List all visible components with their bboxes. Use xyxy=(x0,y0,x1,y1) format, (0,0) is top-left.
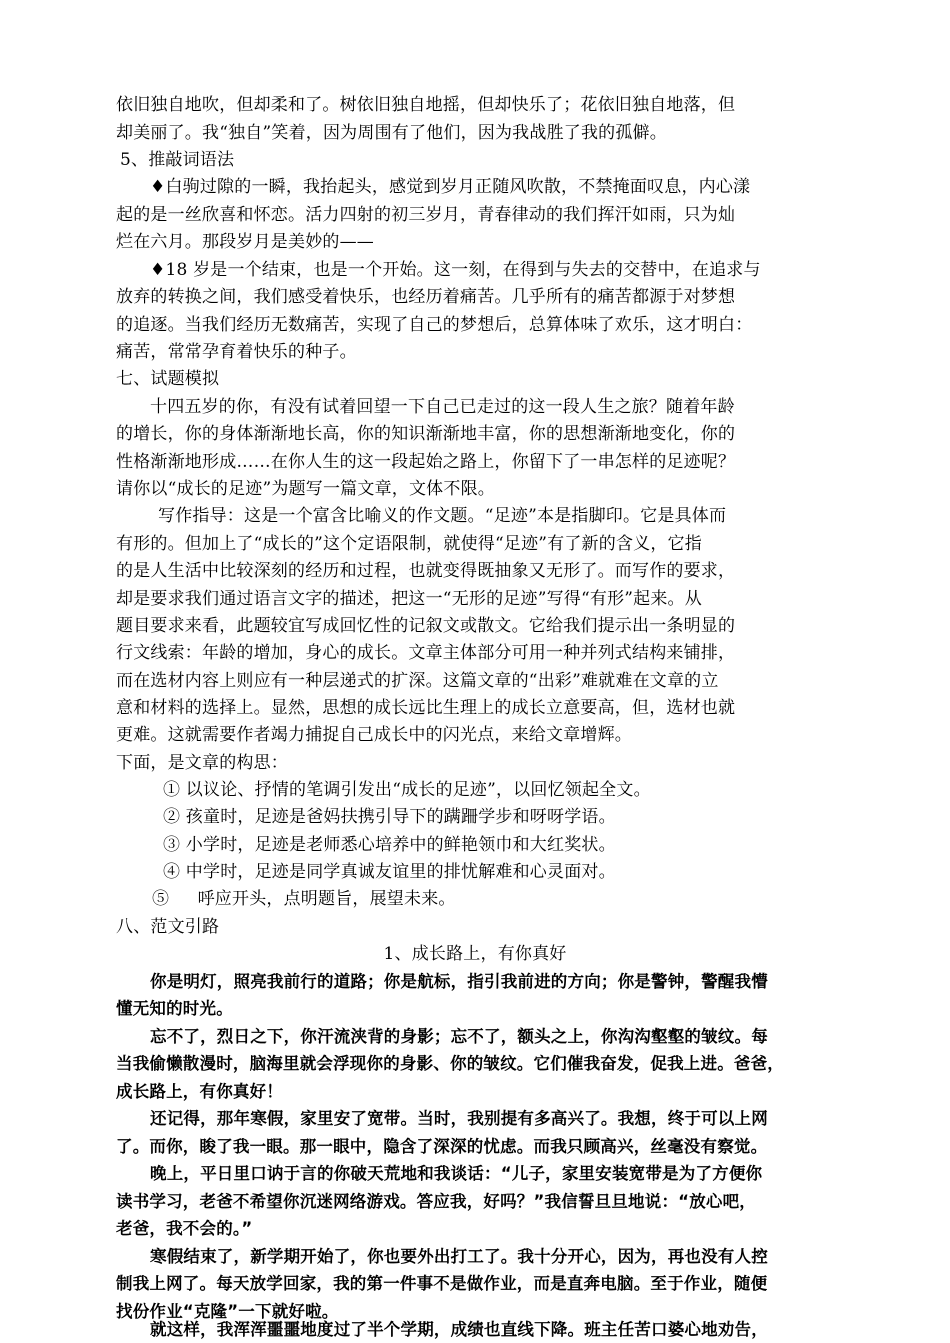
guidance-line: 的是人生活中比较深刻的经历和过程，也就变得既抽象又无形了。而写作的要求， xyxy=(116,561,736,581)
essay-line: 懂无知的时光。 xyxy=(116,999,233,1018)
outline-intro: 下面，是文章的构思： xyxy=(116,753,288,773)
essay-line: 成长路上，有你真好！ xyxy=(116,1082,283,1101)
example-paragraph-line: ♦18 岁是一个结束，也是一个开始。这一刻，在得到与失去的交替中，在追求与 xyxy=(150,260,761,280)
essay-line: 忘不了，烈日之下，你汗流浃背的身影；忘不了，额头之上，你沟沟壑壑的皱纹。每 xyxy=(150,1027,768,1046)
outline-item: ③ 小学时，足迹是老师悉心培养中的鲜艳领巾和大红奖状。 xyxy=(163,835,616,855)
essay-line: 晚上，平日里口讷于言的你破天荒地和我谈话：“儿子，家里安装宽带是为了方便你 xyxy=(150,1164,763,1183)
prompt-line: 的增长，你的身体渐渐地长高，你的知识渐渐地丰富，你的思想渐渐地变化，你的 xyxy=(116,424,736,444)
example-paragraph-line: 烂在六月。那段岁月是美妙的—— xyxy=(116,232,374,252)
essay-line: 寒假结束了，新学期开始了，你也要外出打工了。我十分开心，因为，再也没有人控 xyxy=(150,1247,768,1266)
guidance-line: 更难。这就需要作者竭力捕捉自己成长中的闪光点，来给文章增辉。 xyxy=(116,725,632,745)
section-heading: 八、范文引路 xyxy=(116,917,220,937)
paragraph-line: 依旧独自地吹，但却柔和了。树依旧独自地摇，但却快乐了；花依旧独自地落，但 xyxy=(116,95,736,115)
essay-line: 老爸，我不会的。” xyxy=(116,1219,253,1238)
prompt-line: 十四五岁的你，有没有试着回望一下自己已走过的这一段人生之旅？随着年龄 xyxy=(150,397,735,417)
essay-line: 了。而你，睃了我一眼。那一眼中，隐含了深深的忧虑。而我只顾高兴，丝毫没有察觉。 xyxy=(116,1137,768,1156)
guidance-line: 意和材料的选择上。显然，思想的成长远比生理上的成长立意要高，但，选材也就 xyxy=(116,698,736,718)
prompt-line: 请你以“成长的足迹”为题写一篇文章，文体不限。 xyxy=(116,479,495,499)
essay-line: 制我上网了。每天放学回家，我的第一件事不是做作业，而是直奔电脑。至于作业，随便 xyxy=(116,1274,768,1293)
guidance-line: 写作指导：这是一个富含比喻义的作文题。“足迹”本是指脚印。它是具体而 xyxy=(158,506,727,526)
essay-line: 找份作业“克隆”一下就好啦。 xyxy=(116,1302,339,1321)
section-heading: 5、推敲词语法 xyxy=(120,150,235,170)
essay-line: 还记得，那年寒假，家里安了宽带。当时，我别提有多高兴了。我想，终于可以上网 xyxy=(150,1109,768,1128)
outline-item: ② 孩童时，足迹是爸妈扶携引导下的蹒跚学步和呀呀学语。 xyxy=(163,807,616,827)
essay-line: 你是明灯，照亮我前行的道路；你是航标，指引我前进的方向；你是警钟，警醒我懵 xyxy=(150,972,768,991)
example-paragraph-line: ♦白驹过隙的一瞬，我抬起头，感觉到岁月正随风吹散，不禁掩面叹息，内心漾 xyxy=(150,177,751,197)
example-paragraph-line: 的追逐。当我们经历无数痛苦，实现了自己的梦想后，总算体味了欢乐，这才明白： xyxy=(116,315,753,335)
guidance-line: 题目要求来看，此题较宜写成回忆性的记叙文或散文。它给我们提示出一条明显的 xyxy=(116,616,736,636)
essay-line: 就这样，我浑浑噩噩地度过了半个学期，成绩也直线下降。班主任苦口婆心地劝告， xyxy=(150,1320,768,1339)
section-heading: 七、试题模拟 xyxy=(116,369,220,389)
outline-item: ① 以议论、抒情的笔调引发出“成长的足迹”，以回忆领起全文。 xyxy=(163,780,651,800)
essay-title: 1、成长路上，有你真好 xyxy=(383,944,567,964)
example-paragraph-line: 痛苦，常常孕育着快乐的种子。 xyxy=(116,342,357,362)
guidance-line: 有形的。但加上了“成长的”这个定语限制，就使得“足迹”有了新的含义，它指 xyxy=(116,534,702,554)
paragraph-line: 却美丽了。我“独自”笑着，因为周围有了他们，因为我战胜了我的孤僻。 xyxy=(116,123,667,143)
guidance-line: 而在选材内容上则应有一种层递式的扩深。这篇文章的“出彩”难就难在文章的立 xyxy=(116,671,719,691)
outline-item: ④ 中学时，足迹是同学真诚友谊里的排忧解难和心灵面对。 xyxy=(163,862,616,882)
prompt-line: 性格渐渐地形成……在你人生的这一段起始之路上，你留下了一串怎样的足迹呢？ xyxy=(116,452,736,472)
example-paragraph-line: 起的是一丝欣喜和怀恋。活力四射的初三岁月，青春律动的我们挥汗如雨，只为灿 xyxy=(116,205,736,225)
guidance-line: 行文线索：年龄的增加，身心的成长。文章主体部分可用一种并列式结构来铺排， xyxy=(116,643,736,663)
example-paragraph-line: 放弃的转换之间，我们感受着快乐，也经历着痛苦。几乎所有的痛苦都源于对梦想 xyxy=(116,287,736,307)
guidance-line: 却是要求我们通过语言文字的描述，把这一“无形的足迹”写得“有形”起来。从 xyxy=(116,589,702,609)
essay-line: 当我偷懒散漫时，脑海里就会浮现你的身影、你的皱纹。它们催我奋发，促我上进。爸爸， xyxy=(116,1054,784,1073)
essay-line: 读书学习，老爸不希望你沉迷网络游戏。答应我，好吗？”我信誓旦旦地说：“放心吧， xyxy=(116,1192,756,1211)
outline-item: ⑤ 呼应开头，点明题旨，展望未来。 xyxy=(152,889,456,909)
